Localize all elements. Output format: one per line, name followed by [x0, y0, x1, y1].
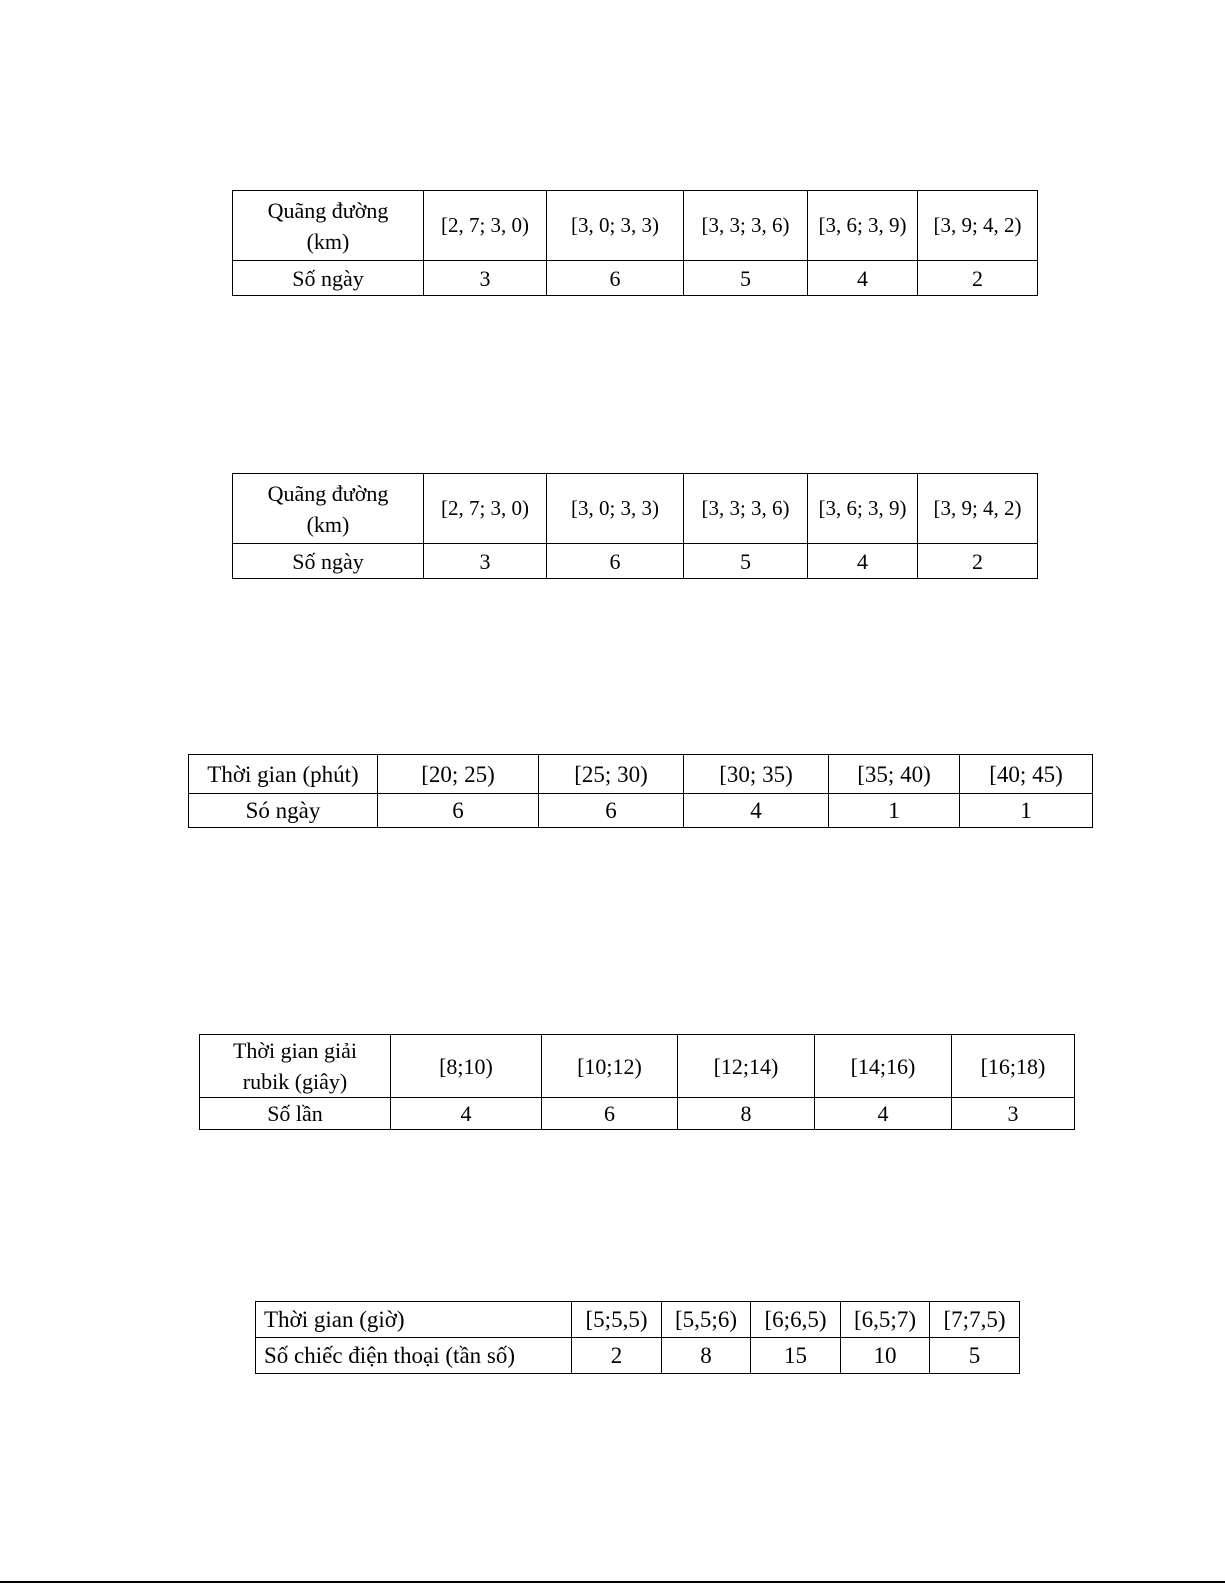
table-row — [256, 1338, 1020, 1374]
interval-cell: [3, 0; 3, 3) — [547, 191, 684, 261]
count-cell: 8 — [662, 1338, 751, 1374]
interval-cell: [3, 6; 3, 9) — [808, 191, 918, 261]
frequency-table-rubik-time — [199, 1034, 1075, 1130]
interval-cell: [6;6,5) — [751, 1302, 841, 1338]
row-label-cell: Số lần — [200, 1098, 391, 1130]
header-cell: Quãng đường (km) — [233, 191, 424, 261]
count-cell: 6 — [547, 261, 684, 296]
row-label-cell: Số ngày — [233, 544, 424, 579]
count-cell: 6 — [539, 794, 684, 828]
row-label-cell: Số chiếc điện thoại (tần số) — [256, 1338, 572, 1374]
count-cell: 4 — [815, 1098, 952, 1130]
header-cell: Thời gian (phút) — [189, 755, 378, 794]
count-cell: 5 — [684, 261, 808, 296]
frequency-table-distance-1 — [232, 190, 1038, 296]
count-cell: 2 — [918, 261, 1038, 296]
count-cell: 8 — [678, 1098, 815, 1130]
interval-cell: [3, 3; 3, 6) — [684, 474, 808, 544]
header-cell: Thời gian giải rubik (giây) — [200, 1035, 391, 1098]
count-cell: 15 — [751, 1338, 841, 1374]
page-bottom-divider — [0, 1581, 1225, 1583]
table-row — [189, 755, 1093, 794]
interval-cell: [2, 7; 3, 0) — [424, 191, 547, 261]
count-cell: 6 — [547, 544, 684, 579]
interval-cell: [6,5;7) — [841, 1302, 930, 1338]
table-row — [233, 191, 1038, 261]
table-row — [256, 1302, 1020, 1338]
interval-cell: [12;14) — [678, 1035, 815, 1098]
table-row — [189, 794, 1093, 828]
row-label-cell: Só ngày — [189, 794, 378, 828]
count-cell: 3 — [424, 261, 547, 296]
frequency-table-distance-2 — [232, 473, 1038, 579]
count-cell: 5 — [930, 1338, 1020, 1374]
frequency-table-phone-hours — [255, 1301, 1020, 1374]
count-cell: 5 — [684, 544, 808, 579]
table-row — [233, 544, 1038, 579]
count-cell: 3 — [952, 1098, 1075, 1130]
interval-cell: [30; 35) — [684, 755, 829, 794]
row-label-cell: Số ngày — [233, 261, 424, 296]
interval-cell: [3, 3; 3, 6) — [684, 191, 808, 261]
frequency-table-time-minutes — [188, 754, 1093, 828]
interval-cell: [35; 40) — [829, 755, 960, 794]
table-row — [200, 1035, 1075, 1098]
count-cell: 4 — [808, 544, 918, 579]
count-cell: 2 — [918, 544, 1038, 579]
interval-cell: [14;16) — [815, 1035, 952, 1098]
interval-cell: [5,5;6) — [662, 1302, 751, 1338]
interval-cell: [20; 25) — [378, 755, 539, 794]
interval-cell: [3, 9; 4, 2) — [918, 474, 1038, 544]
interval-cell: [8;10) — [391, 1035, 542, 1098]
count-cell: 2 — [572, 1338, 662, 1374]
table-row — [233, 474, 1038, 544]
header-cell: Thời gian (giờ) — [256, 1302, 572, 1338]
interval-cell: [16;18) — [952, 1035, 1075, 1098]
interval-cell: [3, 0; 3, 3) — [547, 474, 684, 544]
interval-cell: [10;12) — [542, 1035, 678, 1098]
table-row — [200, 1098, 1075, 1130]
interval-cell: [5;5,5) — [572, 1302, 662, 1338]
count-cell: 4 — [391, 1098, 542, 1130]
header-cell: Quãng đường (km) — [233, 474, 424, 544]
interval-cell: [3, 9; 4, 2) — [918, 191, 1038, 261]
count-cell: 1 — [829, 794, 960, 828]
interval-cell: [7;7,5) — [930, 1302, 1020, 1338]
count-cell: 4 — [684, 794, 829, 828]
count-cell: 6 — [378, 794, 539, 828]
interval-cell: [3, 6; 3, 9) — [808, 474, 918, 544]
interval-cell: [25; 30) — [539, 755, 684, 794]
interval-cell: [40; 45) — [960, 755, 1093, 794]
count-cell: 10 — [841, 1338, 930, 1374]
table-row — [233, 261, 1038, 296]
count-cell: 6 — [542, 1098, 678, 1130]
count-cell: 4 — [808, 261, 918, 296]
interval-cell: [2, 7; 3, 0) — [424, 474, 547, 544]
count-cell: 3 — [424, 544, 547, 579]
count-cell: 1 — [960, 794, 1093, 828]
